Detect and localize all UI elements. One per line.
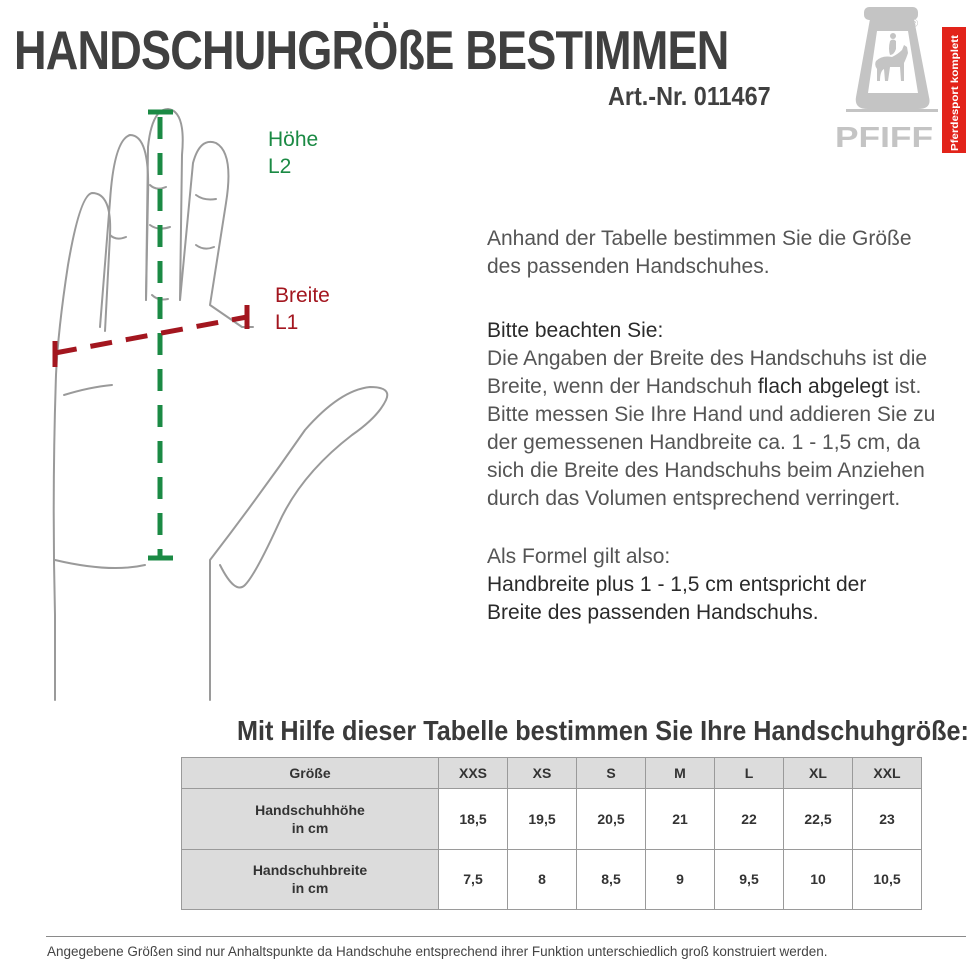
- table-cell: 8,5: [577, 849, 646, 909]
- registered-mark: ®: [910, 18, 919, 30]
- table-cell: 9,5: [715, 849, 784, 909]
- table-cell: 23: [853, 789, 922, 849]
- table-row: [182, 789, 922, 849]
- row-label-text: Handschuhbreite: [252, 862, 368, 879]
- note-text: ist.: [888, 375, 922, 398]
- article-number: Art.-Nr. 011467: [608, 81, 771, 111]
- table-cell: 22: [715, 789, 784, 849]
- height-label: [268, 126, 318, 180]
- note-emphasis: flach abgelegt: [757, 375, 889, 398]
- table-cell: 21: [646, 789, 715, 849]
- note-line: Bitte messen Sie Ihre Hand und addieren Sie zu: [487, 403, 936, 426]
- table-cell: 8: [508, 849, 577, 909]
- stirrup-rider-icon: [846, 7, 938, 112]
- size-header: Größe: [182, 758, 439, 789]
- intro-line: des passenden Handschuhes.: [487, 255, 770, 278]
- height-label-word: Höhe: [268, 128, 319, 151]
- instructions-text: [487, 225, 962, 627]
- hand-outline: [54, 109, 388, 700]
- size-column-header: M: [646, 758, 715, 789]
- table-cell: 20,5: [577, 789, 646, 849]
- table-header-row: [182, 758, 922, 789]
- table-title: Mit Hilfe dieser Tabelle bestimmen Sie Ihre Handschuhgröße:: [237, 715, 969, 746]
- size-column-header: S: [577, 758, 646, 789]
- table-cell: 18,5: [439, 789, 508, 849]
- table-cell: 7,5: [439, 849, 508, 909]
- note-line: Die Angaben der Breite des Handschuhs ist die: [487, 347, 928, 370]
- height-measure-line: [148, 112, 173, 558]
- page-title: HANDSCHUHGRÖßE BESTIMMEN: [14, 19, 729, 81]
- width-label-code: L1: [275, 311, 299, 334]
- brand-name: PFIFF: [835, 122, 933, 154]
- size-column-header: XXS: [439, 758, 508, 789]
- table-row: [182, 849, 922, 909]
- note-line: durch das Volumen entsprechend verringert.: [487, 487, 901, 510]
- width-label: [275, 282, 330, 336]
- height-label-code: L2: [268, 155, 292, 178]
- hand-diagram: [30, 95, 450, 705]
- note-text: Breite, wenn der Handschuh: [487, 375, 758, 398]
- note-line: sich die Breite des Handschuhs beim Anziehen: [487, 459, 925, 482]
- formula-line: Handbreite plus 1 - 1,5 cm entspricht der: [487, 573, 867, 596]
- row-label: [182, 789, 439, 849]
- footer-note: Angegebene Größen sind nur Anhaltspunkte da Handschuhe entsprechend ihrer Funktion unterschiedlich groß konstruiert werden.: [47, 944, 828, 959]
- row-label-unit: in cm: [291, 880, 329, 897]
- size-column-header: L: [715, 758, 784, 789]
- table-cell: 10,5: [853, 849, 922, 909]
- size-column-header: XXL: [853, 758, 922, 789]
- size-table: [181, 757, 922, 910]
- pfiff-logo: [832, 5, 972, 155]
- intro-line: Anhand der Tabelle bestimmen Sie die Größe: [487, 227, 912, 250]
- row-label: [182, 849, 439, 909]
- table-cell: 10: [784, 849, 853, 909]
- row-label-text: Handschuhhöhe: [255, 801, 365, 818]
- note-heading: Bitte beachten Sie:: [487, 319, 664, 342]
- size-column-header: XS: [508, 758, 577, 789]
- formula-intro: Als Formel gilt also:: [487, 545, 671, 568]
- row-label-unit: in cm: [291, 819, 329, 836]
- table-cell: 19,5: [508, 789, 577, 849]
- note-line: der gemessenen Handbreite ca. 1 - 1,5 cm, da: [487, 431, 921, 454]
- width-label-word: Breite: [275, 284, 330, 307]
- note-line: [487, 373, 962, 401]
- table-cell: 9: [646, 849, 715, 909]
- size-column-header: XL: [784, 758, 853, 789]
- formula-line: Breite des passenden Handschuhs.: [487, 601, 819, 624]
- brand-tagline: Pferdesport komplett: [949, 45, 961, 151]
- width-measure-line: [55, 305, 247, 367]
- footer-divider: [46, 936, 966, 937]
- table-cell: 22,5: [784, 789, 853, 849]
